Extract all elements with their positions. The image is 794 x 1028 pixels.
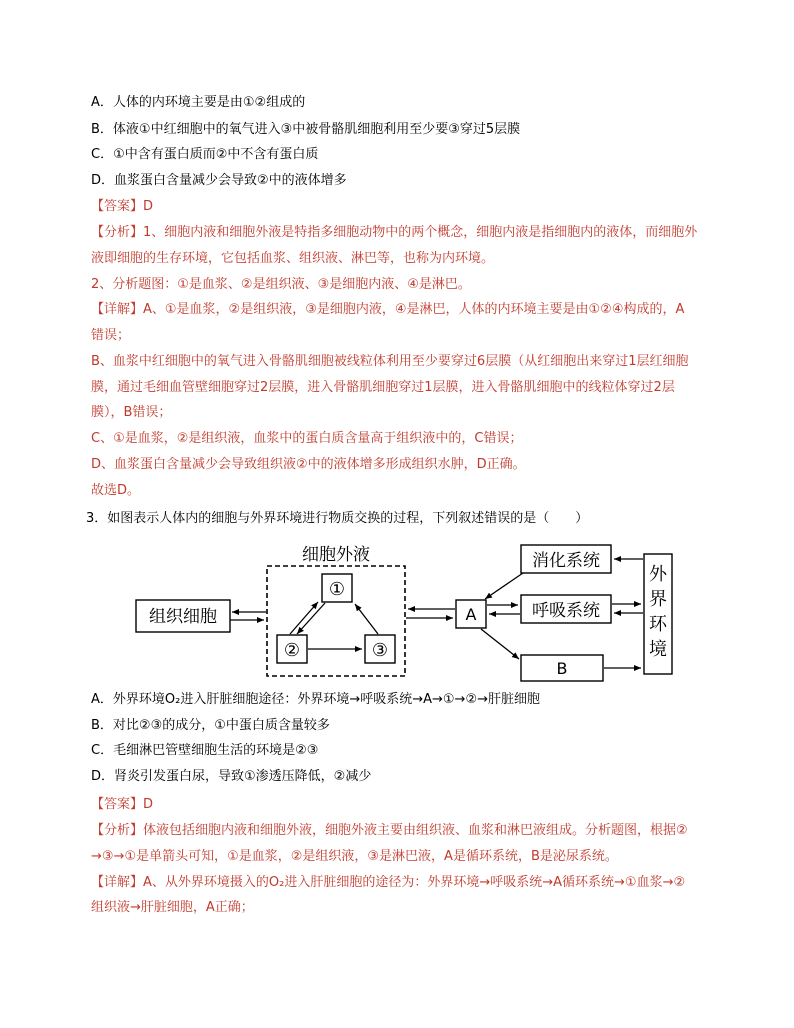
external-char-1: 外: [649, 564, 667, 585]
text-line: 【详解】A、从外界环境摄入的O₂进入肝脏细胞的途径为：外界环境→呼吸系统→A循环系统→①血浆→②: [91, 875, 686, 890]
text-line: 【答案】D: [91, 199, 154, 214]
text-line: 故选D。: [91, 483, 141, 498]
text-line: →③→①是单箭头可知，①是血浆，②是组织液，③是淋巴液，A是循环系统，B是泌尿系统。: [91, 849, 618, 864]
text-line: 【答案】D: [91, 797, 154, 812]
text-line: 组织液→肝脏细胞，A正确；: [91, 900, 254, 915]
arrow-3-to-1: [355, 604, 378, 634]
text-line: 【分析】体液包括细胞内液和细胞外液，细胞外液主要由组织液、血浆和淋巴液组成。分析题图，根据②: [91, 823, 688, 838]
text-line: B．对比②③的成分，①中蛋白质含量较多: [91, 718, 330, 733]
respiratory-label: 呼吸系统: [532, 601, 600, 621]
arrow-digestive-to-a: [485, 573, 523, 599]
text-line: A．外界环境O₂进入肝脏细胞途径：外界环境→呼吸系统→A→①→②→肝脏细胞: [91, 692, 541, 707]
text-line: D．肾炎引发蛋白尿，导致①渗透压降低，②减少: [91, 769, 372, 784]
text-line: C、①是血浆，②是组织液，血浆中的蛋白质含量高于组织液中的，C错误；: [91, 431, 523, 446]
digestive-label: 消化系统: [532, 551, 600, 571]
text-line: 3．如图表示人体内的细胞与外界环境进行物质交换的过程，下列叙述错误的是（ ）: [86, 511, 589, 526]
text-line: 膜，通过毛细血管壁细胞穿过2层膜，进入骨骼肌细胞穿过1层膜，进入骨骼肌细胞中的线粒体穿过2层: [91, 380, 675, 395]
text-line: D、血浆蛋白含量减少会导致组织液②中的液体增多形成组织水肿，D正确。: [91, 457, 526, 472]
text-line: 液即细胞的生存环境，它包括血浆、组织液、淋巴等，也称为内环境。: [91, 251, 495, 266]
text-line: B．体液①中红细胞中的氧气进入③中被骨骼肌细胞利用至少要③穿过5层膜: [91, 122, 521, 137]
node-b-label: B: [556, 659, 568, 678]
arrow-a-to-b: [481, 629, 519, 659]
node-1-label: ①: [328, 579, 346, 600]
external-char-3: 环: [649, 614, 667, 635]
arrow-1-to-2: [297, 603, 325, 634]
text-line: 2、分析题图：①是血浆、②是组织液、③是细胞内液、④是淋巴。: [91, 277, 471, 292]
external-char-2: 界: [649, 589, 667, 610]
text-line: B、血浆中红细胞中的氧气进入骨骼肌细胞被线粒体利用至少要穿过6层膜（从红细胞出来穿过1层红细胞: [91, 354, 689, 369]
text-line: C．①中含有蛋白质而②中不含有蛋白质: [91, 147, 319, 162]
external-char-4: 境: [649, 639, 667, 660]
text-line: D．血浆蛋白含量减少会导致②中的液体增多: [91, 173, 347, 188]
text-line: C．毛细淋巴管壁细胞生活的环境是②③: [91, 743, 319, 758]
text-line: 膜），B错误；: [91, 405, 172, 420]
node-2-label: ②: [283, 640, 301, 661]
node-3-label: ③: [371, 640, 389, 661]
text-line: 【分析】1、细胞内液和细胞外液是特指多细胞动物中的两个概念，细胞内液是指细胞内的液体，而细胞外: [91, 225, 698, 240]
tissue-cell-label: 组织细胞: [149, 607, 217, 627]
exchange-diagram: [133, 540, 673, 682]
extracellular-label: 细胞外液: [302, 545, 370, 565]
text-line: A．人体的内环境主要是由①②组成的: [91, 95, 306, 110]
text-line: 【详解】A、①是血浆，②是组织液，③是细胞内液，④是淋巴，人体的内环境主要是由①②④构成的，A: [91, 302, 685, 317]
node-a-label: A: [465, 605, 477, 624]
text-line: 错误；: [91, 328, 131, 343]
arrow-2-to-1: [290, 602, 318, 634]
